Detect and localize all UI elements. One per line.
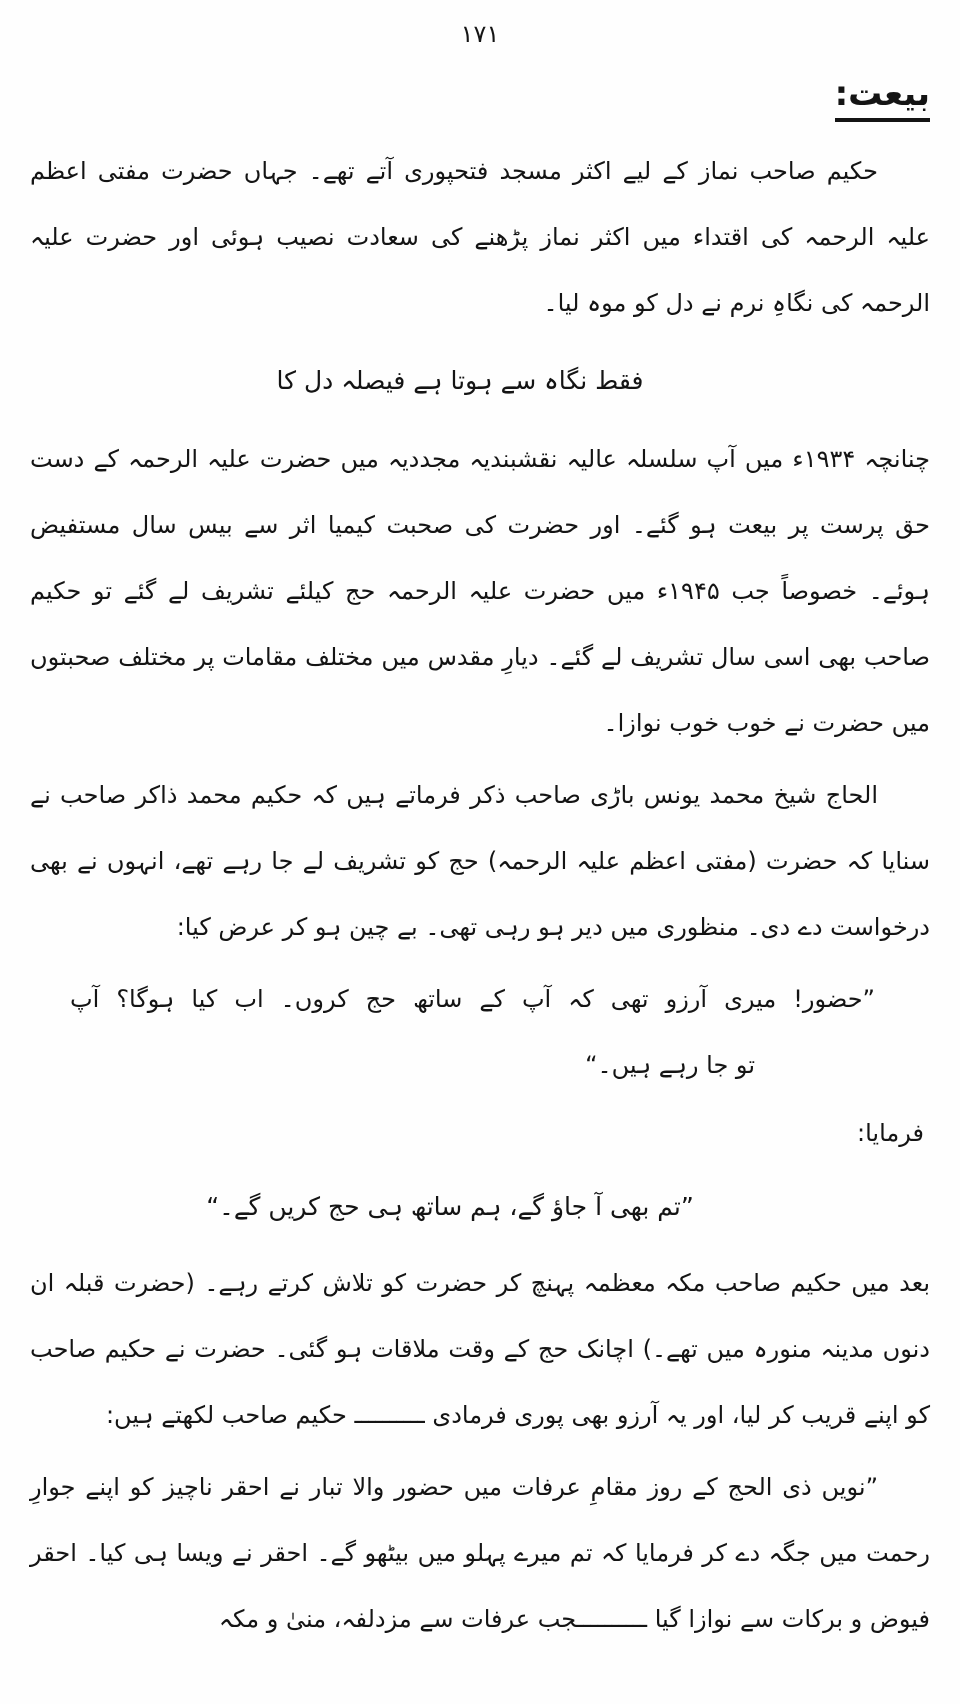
paragraph-riwayat: الحاج شیخ محمد یونس باڑی صاحب ذکر فرماتے ہیں کہ حکیم محمد ذاکر صاحب نے سنایا کہ حضرت (مفتی اعظم علیہ الرحمہ) حج کو تشریف لے جا رہے تھے، انہوں نے بھی درخواست دے دی۔ منظوری میں دیر ہو رہی تھی۔ بے چین ہو کر عرض کیا:: [30, 781, 930, 941]
quote-request-line-1: ”حضور! میری آرزو تھی کہ آپ کے ساتھ حج کروں۔ اب کیا ہوگا؟ آپ: [70, 985, 875, 1013]
paragraph-intro: حکیم صاحب نماز کے لیے اکثر مسجد فتحپوری آتے تھے۔ جہاں حضرت مفتی اعظم علیہ الرحمہ کی اقتداء میں اکثر نماز پڑھنے کی سعادت نصیب ہوئی اور حضرت علیہ الرحمہ کی نگاہِ نرم نے دل کو موہ لیا۔: [30, 157, 931, 317]
paragraph-baiat: چنانچہ ۱۹۳۴ء میں آپ سلسلہ عالیہ نقشبندیہ مجددیہ میں حضرت علیہ الرحمہ کے دست حق پرست پر بیعت ہو گئے۔ اور حضرت کی صحبت کیمیا اثر سے بیس سال مستفیض ہوئے۔ خصوصاً جب ۱۹۴۵ء میں حضرت علیہ الرحمہ حج کیلئے تشریف لے گئے تو حکیم صاحب بھی اسی سال تشریف لے گئے۔ دیارِ مقدس میں مختلف مقامات پر مختلف صحبتوں میں حضرت نے خوب خوب نوازا۔: [30, 445, 930, 737]
paragraph-mulaqat: بعد میں حکیم صاحب مکہ معظمہ پہنچ کر حضرت کو تلاش کرتے رہے۔ (حضرت قبلہ ان دنوں مدینہ منورہ میں تھے۔) اچانک حج کے وقت ملاقات ہو گئی۔ حضرت نے حکیم صاحب کو اپنے قریب کر لیا، اور یہ آرزو بھی پوری فرمادی ــــــــــ حکیم صاحب لکھتے ہیں:: [30, 1269, 930, 1429]
speech-label-farmaya: فرمایا:: [857, 1119, 924, 1147]
section-heading: [30, 72, 930, 122]
verse-line: فقط نگاہ سے ہوتا ہے فیصلہ دل کا: [276, 366, 644, 395]
page-number: ۱۷۱: [460, 20, 500, 48]
quote-reply: ”تم بھی آ جاؤ گے، ہم ساتھ ہی حج کریں گے۔“: [206, 1192, 694, 1221]
section-heading-text: بیعت:: [835, 72, 930, 122]
quote-arafat: ”نویں ذی الحج کے روز مقامِ عرفات میں حضور والا تبار نے احقر ناچیز کو اپنے جوارِ رحمت میں جگہ دے کر فرمایا کہ تم میرے پہلو میں بیٹھو گے۔ احقر نے ویسا ہی کیا۔ احقر فیوض و برکات سے نوازا گیا ــــــــــجب عرفات سے مزدلفہ، منیٰ و مکہ: [30, 1473, 930, 1633]
quote-request-line-2: تو جا رہے ہیں۔“: [585, 1051, 755, 1079]
